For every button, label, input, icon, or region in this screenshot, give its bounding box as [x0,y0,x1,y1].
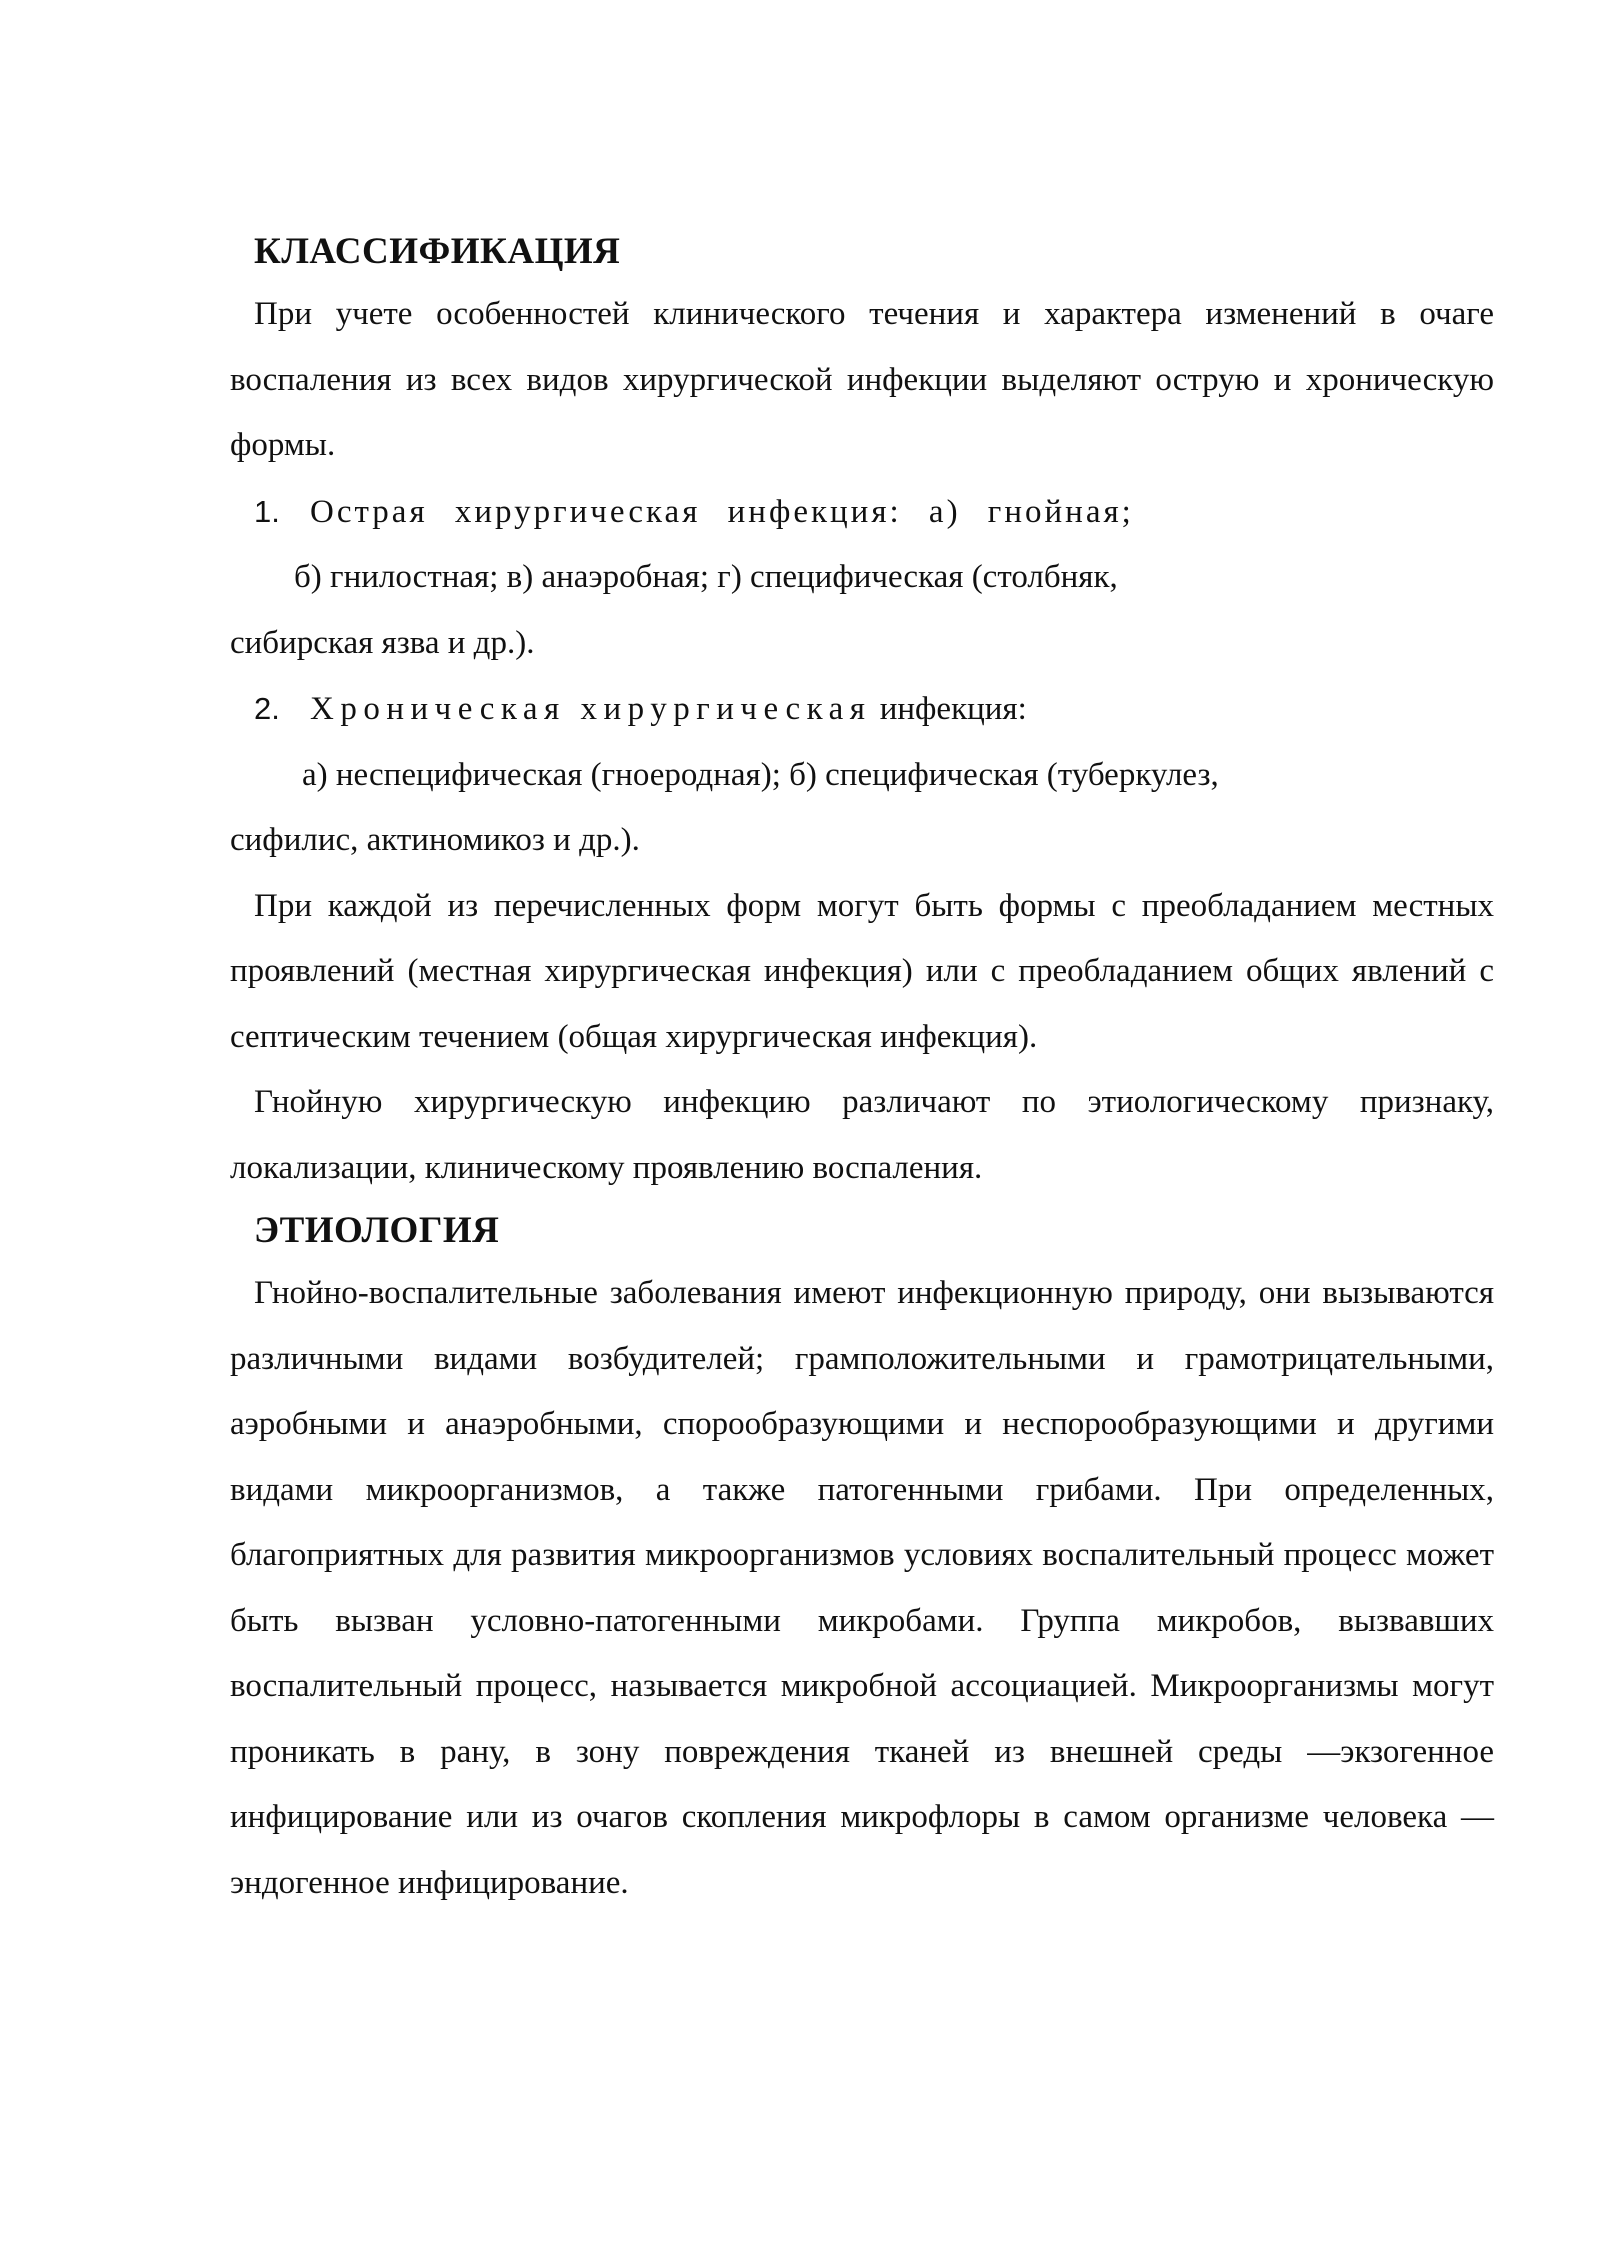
list-number: 1. [254,493,280,529]
section-heading-etiology: ЭТИОЛОГИЯ [254,1210,500,1251]
etiology-paragraph: Гнойно-воспалительные заболевания имеют инфекционную природу, они вызываются различными видами возбудителей; грамположительными и грамотрицательными, аэробными и анаэробными, спорообразующими и неспорообразующими и другими видами микроорганизмов, а также патогенными грибами. При определенных, благоприятных для развития микроорганизмов условиях воспалительный процесс может быть вызван условно-патогенными микробами. Группа микробов, вызвавших воспалительный процесс, называется микробной ассоциацией. Микроорганизмы могут проникать в рану, в зону повреждения тканей из внешней среды —экзогенное инфицирование или из очагов скопления микрофлоры в самом организме человека — эндогенное инфицирование. [230,1275,1494,1901]
classification-list [230,479,1494,874]
list-item-title: Острая хирургическая инфекция: а) гнойная; [310,493,1134,530]
list-item-chronic-detail: а) неспецифическая (гноеродная); б) специфическая (туберкулез, [302,756,1219,793]
classification-intro-paragraph: При учете особенностей клинического течения и характера изменений в очаге воспаления из всех видов хирургической инфекции выделяют острую и хроническую формы. [230,296,1494,463]
list-item-chronic-title [230,676,1494,743]
list-item-chronic-detail-rest: сифилис, актиномикоз и др.). [230,822,640,858]
list-item-acute-detail-rest: сибирская язва и др.). [230,624,535,661]
list-item-acute-detail: б) гнилостная; в) анаэробная; г) специфическая (столбняк, [294,559,1118,595]
section-heading-classification: КЛАССИФИКАЦИЯ [254,231,621,272]
list-item-acute-title [230,479,1494,546]
document-page [230,222,1494,1916]
list-item-title-tail: инфекция: [879,691,1027,727]
purulent-infection-paragraph: Гнойную хирургическую инфекцию различают по этиологическому признаку, локализации, клиническому проявлению воспаления. [230,1084,1494,1186]
forms-paragraph: При каждой из перечисленных форм могут быть формы с преобладанием местных проявлений (местная хирургическая инфекция) или с преобладанием общих явлений с септическим течением (общая хирургическая инфекция). [230,887,1494,1055]
list-item-title: Хроническая хирургическая [310,691,872,727]
list-number: 2. [254,691,280,726]
